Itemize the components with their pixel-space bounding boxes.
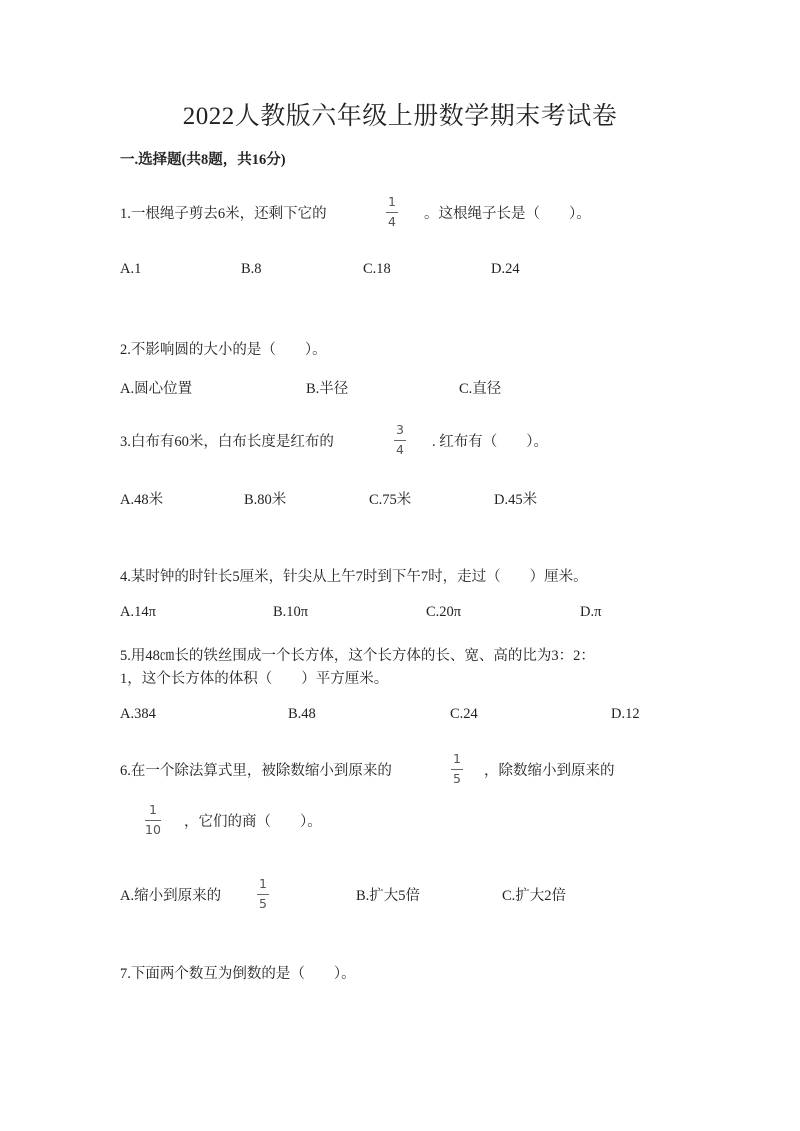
question-6-fraction-1: [451, 753, 463, 785]
question-6-fraction-2: [145, 804, 161, 836]
question-4-option-a: A.14π: [120, 604, 156, 620]
question-1-option-a: A.1: [120, 261, 142, 277]
fraction-denominator: 4: [396, 441, 404, 457]
question-3-fraction: [394, 424, 406, 456]
question-1-option-c: C.18: [363, 261, 391, 277]
question-6-text: 6.在一个除法算式里，被除数缩小到原来的: [120, 763, 392, 779]
fraction-denominator: 5: [453, 770, 461, 786]
section-heading: 一.选择题(共8题，共16分): [120, 152, 286, 168]
question-3-option-a: A.48米: [120, 492, 164, 508]
question-2-option-a: A.圆心位置: [120, 381, 193, 397]
question-1-fraction: [386, 196, 398, 228]
question-1-text: 1.一根绳子剪去6米，还剩下它的: [120, 206, 327, 222]
question-5-option-d: D.12: [611, 706, 640, 722]
fraction-numerator: 1: [259, 876, 267, 891]
fraction-numerator: 1: [388, 194, 396, 209]
question-5-option-b: B.48: [288, 706, 316, 722]
question-6-option-c: C.扩大2倍: [502, 888, 567, 904]
fraction-denominator: 4: [388, 213, 396, 229]
fraction-numerator: 1: [148, 802, 157, 817]
question-6-text-end: ，它们的商（ ）。: [184, 814, 322, 830]
question-2-text: 2.不影响圆的大小的是（ ）。: [120, 342, 327, 358]
fraction-denominator: 10: [145, 821, 161, 837]
fraction-numerator: 3: [396, 422, 404, 437]
question-6-option-a-fraction: [257, 878, 269, 910]
question-4-option-c: C.20π: [426, 604, 462, 620]
question-1-option-b: B.8: [241, 261, 262, 277]
question-4-text: 4.某时钟的时针长5厘米，针尖从上午7时到下午7时，走过（ ）厘米。: [120, 569, 588, 585]
question-3-option-b: B.80米: [244, 492, 287, 508]
question-2-option-b: B.半径: [306, 381, 349, 397]
page-title: 2022人教版六年级上册数学期末考试卷: [182, 103, 618, 130]
question-7-text: 7.下面两个数互为倒数的是（ ）。: [120, 966, 356, 982]
question-5-text-line-1: 5.用48㎝长的铁丝围成一个长方体，这个长方体的长、宽、高的比为3：2：: [120, 648, 595, 664]
fraction-denominator: 5: [259, 895, 267, 911]
question-5-option-c: C.24: [450, 706, 478, 722]
question-2-option-c: C.直径: [459, 381, 502, 397]
question-1-option-d: D.24: [491, 261, 520, 277]
question-3-option-d: D.45米: [494, 492, 538, 508]
question-5-option-a: A.384: [120, 706, 156, 722]
question-5-text-line-2: 1，这个长方体的体积（ ）平方厘米。: [120, 671, 389, 687]
question-1-text-end: 。这根绳子长是（ ）。: [424, 206, 591, 222]
question-4-option-d: D.π: [580, 604, 602, 620]
question-6-option-b: B.扩大5倍: [356, 888, 421, 904]
fraction-numerator: 1: [453, 751, 461, 766]
question-3-option-c: C.75米: [369, 492, 412, 508]
question-6-text-middle: ，除数缩小到原来的: [484, 763, 615, 779]
question-3-text: 3.白布有60米，白布长度是红布的: [120, 434, 334, 450]
question-4-option-b: B.10π: [273, 604, 309, 620]
question-3-text-end: . 红布有（ ）。: [432, 434, 548, 450]
question-6-option-a: A.缩小到原来的: [120, 888, 222, 904]
